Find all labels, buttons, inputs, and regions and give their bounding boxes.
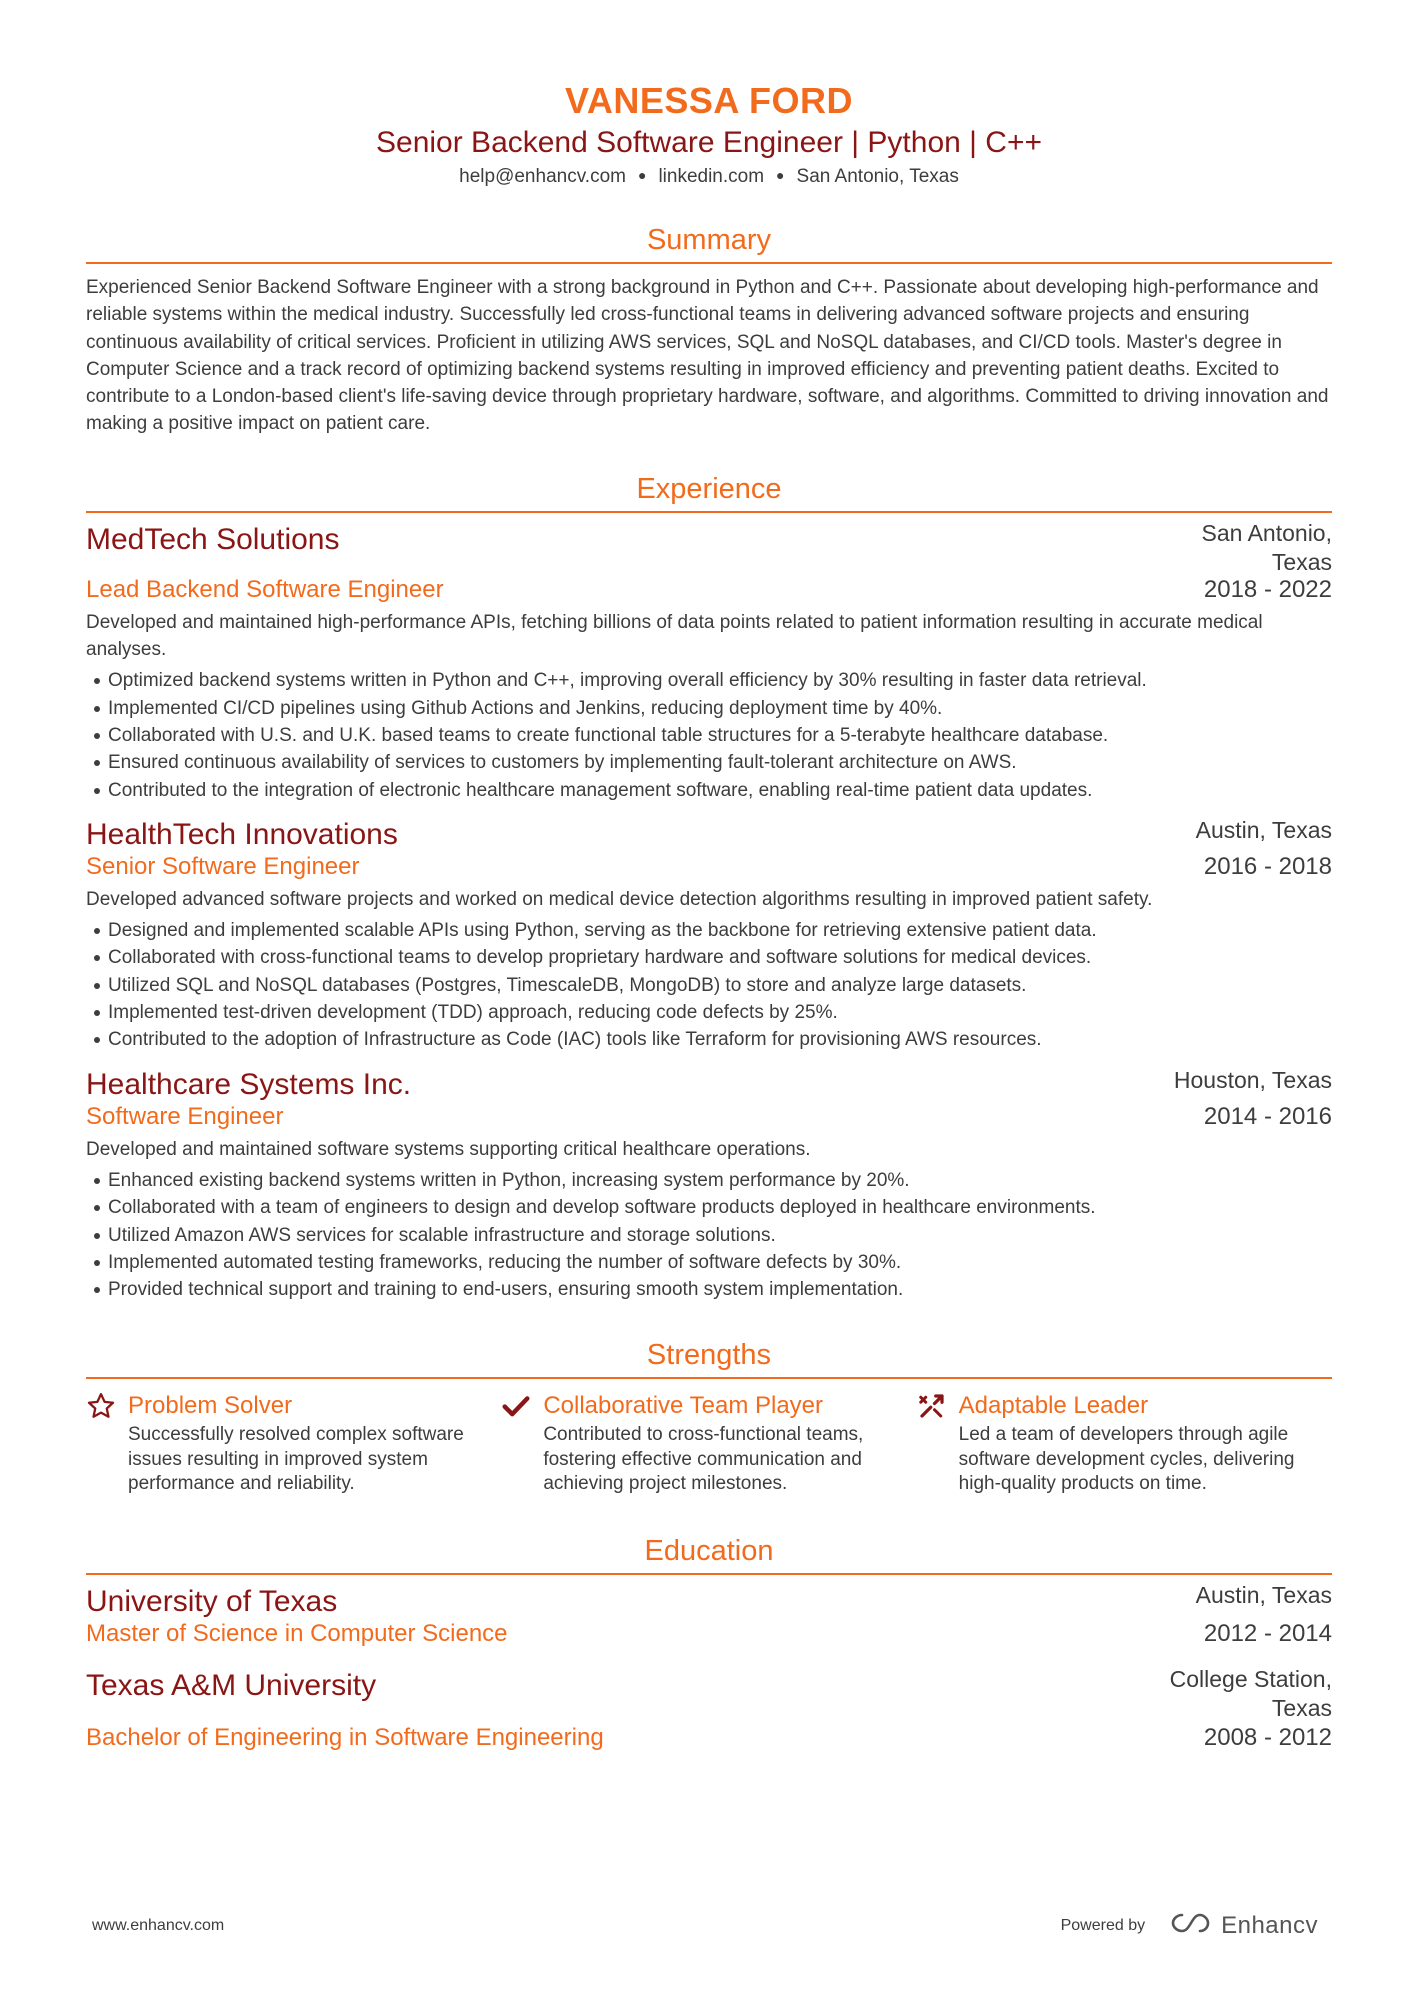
education-entry	[86, 1665, 1332, 1755]
separator-dot-icon: ●	[637, 167, 647, 183]
strength-body	[959, 1389, 1329, 1497]
list-item: Implemented automated testing frameworks, reducing the number of software defects by 30%.	[86, 1249, 1332, 1276]
education-title: Education	[86, 1531, 1332, 1575]
strength-title: Collaborative Team Player	[543, 1392, 824, 1420]
job-dates: 2016 - 2018	[1203, 852, 1332, 880]
list-item: Enhanced existing backend systems written in Python, increasing system performance by 20%.	[86, 1167, 1332, 1194]
list-item: Designed and implemented scalable APIs using Python, serving as the backbone for retrieving extensive patient data.	[86, 917, 1332, 944]
entry-header-row	[86, 519, 1332, 577]
contact-line	[86, 162, 1332, 190]
strengths-list	[86, 1389, 1332, 1497]
resume-content	[86, 78, 1332, 1755]
strengths-title: Strengths	[86, 1335, 1332, 1379]
education-section	[86, 1531, 1332, 1755]
list-item: Ensured continuous availability of services to customers by implementing fault-tolerant architecture on AWS.	[86, 749, 1332, 776]
entry-role-row	[86, 573, 1332, 607]
company-name: MedTech Solutions	[86, 522, 340, 556]
job-dates: 2014 - 2016	[1203, 1102, 1332, 1130]
check-icon	[501, 1389, 543, 1497]
route-icon	[917, 1389, 959, 1497]
list-item: Contributed to the adoption of Infrastructure as Code (IAC) tools like Terraform for provisioning AWS resources.	[86, 1026, 1332, 1053]
school-location: College Station, Texas	[1169, 1665, 1332, 1721]
education-dates: 2012 - 2014	[1203, 1619, 1332, 1647]
list-item: Utilized Amazon AWS services for scalable infrastructure and storage solutions.	[86, 1222, 1332, 1249]
job-description: Developed and maintained software systems supporting critical healthcare operations.	[86, 1138, 811, 1160]
strength-body	[543, 1389, 913, 1497]
list-item: Utilized SQL and NoSQL databases (Postgres, TimescaleDB, MongoDB) to store and analyze large datasets.	[86, 972, 1332, 999]
entry-role-row	[86, 850, 1332, 884]
entry-header-row	[86, 1581, 1332, 1621]
summary-section	[86, 220, 1332, 438]
candidate-headline: Senior Backend Software Engineer | Python | C++	[376, 126, 1042, 159]
summary-text: Experienced Senior Backend Software Engineer with a strong background in Python and C++. Passionate about developing high-performance and reliable systems within the medical industry. Successfully led cross-functional teams in delivering advanced software projects and ensuring continuous availability of critical services. Proficient in utilizing AWS services, SQL and NoSQL databases, and CI/CD tools. Master's degree in Computer Science and a track record of optimizing backend systems resulting in improved efficiency and preventing patient deaths. Excited to contribute to a London-based client's life-saving device through proprietary hardware, software, and algorithms. Committed to driving innovation and making a positive impact on patient care.	[86, 277, 1329, 435]
job-description: Developed advanced software projects and worked on medical device detection algorithms resulting in improved patient safety.	[86, 888, 1153, 910]
strength-description: Led a team of developers through agile software development cycles, delivering high-quality products on time.	[958, 1424, 1295, 1495]
list-item: Implemented test-driven development (TDD) approach, reducing code defects by 25%.	[86, 999, 1332, 1026]
list-item: Implemented CI/CD pipelines using Github Actions and Jenkins, reducing deployment time by 40%.	[86, 695, 1332, 722]
entry-header-row	[86, 1066, 1332, 1104]
entry-role-row	[86, 1100, 1332, 1134]
experience-entry	[86, 816, 1332, 1054]
resume-header	[86, 78, 1332, 190]
job-location: Houston, Texas	[1173, 1066, 1332, 1093]
company-name: HealthTech Innovations	[86, 817, 398, 851]
powered-by	[1061, 1910, 1318, 1941]
strength-description: Successfully resolved complex software issues resulting in improved system performance and reliability.	[128, 1424, 464, 1495]
entry-header-row	[86, 816, 1332, 854]
list-item: Collaborated with cross-functional teams to develop proprietary hardware and software solutions for medical devices.	[86, 944, 1332, 971]
job-role: Senior Software Engineer	[86, 852, 360, 880]
entry-role-row	[86, 1721, 1332, 1755]
page-footer	[92, 1910, 1318, 1941]
degree-name: Bachelor of Engineering in Software Engineering	[86, 1723, 604, 1751]
strength-description: Contributed to cross-functional teams, fostering effective communication and achieving project milestones.	[543, 1424, 864, 1495]
job-description: Developed and maintained high-performance APIs, fetching billions of data points related to patient information resulting in accurate medical analyses.	[86, 611, 1263, 661]
school-name: University of Texas	[86, 1584, 338, 1618]
entry-role-row	[86, 1617, 1332, 1651]
strength-item	[501, 1389, 916, 1497]
powered-by-label: Powered by	[1060, 1916, 1146, 1934]
job-location: Austin, Texas	[1195, 816, 1332, 843]
school-location: Austin, Texas	[1195, 1581, 1332, 1608]
enhancv-logo-icon	[1169, 1910, 1213, 1941]
degree-name: Master of Science in Computer Science	[86, 1619, 508, 1647]
list-item: Collaborated with U.S. and U.K. based teams to create functional table structures for a 5-terabyte healthcare database.	[86, 722, 1332, 749]
job-bullets	[86, 917, 1332, 1053]
star-icon	[86, 1389, 128, 1497]
strength-title: Problem Solver	[128, 1392, 293, 1420]
experience-title: Experience	[86, 469, 1332, 513]
education-dates: 2008 - 2012	[1203, 1723, 1332, 1751]
job-bullets	[86, 667, 1332, 803]
list-item: Contributed to the integration of electronic healthcare management software, enabling real-time patient data updates.	[86, 777, 1332, 804]
candidate-name: VANESSA FORD	[564, 80, 854, 121]
strengths-section	[86, 1335, 1332, 1497]
contact-email[interactable]: help@enhancv.com	[459, 166, 626, 187]
experience-entry	[86, 1066, 1332, 1304]
job-dates: 2018 - 2022	[1203, 575, 1332, 603]
strength-body	[128, 1389, 498, 1497]
separator-dot-icon: ●	[776, 167, 785, 183]
job-role: Lead Backend Software Engineer	[86, 575, 444, 603]
brand-name: Enhancv	[1221, 1911, 1318, 1939]
experience-entry	[86, 519, 1332, 804]
contact-linkedin[interactable]: linkedin.com	[658, 166, 765, 187]
education-entry	[86, 1581, 1332, 1651]
footer-url[interactable]: www.enhancv.com	[92, 1916, 225, 1934]
job-location: San Antonio, Texas	[1201, 519, 1332, 575]
strength-title: Adaptable Leader	[958, 1392, 1149, 1420]
experience-section	[86, 469, 1332, 1304]
entry-header-row	[86, 1665, 1332, 1723]
company-name: Healthcare Systems Inc.	[86, 1067, 412, 1101]
job-role: Software Engineer	[86, 1102, 284, 1130]
list-item: Collaborated with a team of engineers to design and develop software products deployed in healthcare environments.	[86, 1194, 1332, 1221]
strength-item	[86, 1389, 501, 1497]
list-item: Optimized backend systems written in Python and C++, improving overall efficiency by 30% resulting in faster data retrieval.	[86, 667, 1332, 694]
contact-location: San Antonio, Texas	[796, 166, 959, 187]
job-bullets	[86, 1167, 1332, 1303]
school-name: Texas A&M University	[86, 1668, 377, 1702]
strength-item	[917, 1389, 1332, 1497]
summary-title: Summary	[86, 220, 1332, 264]
list-item: Provided technical support and training to end-users, ensuring smooth system implementation.	[86, 1276, 1332, 1303]
